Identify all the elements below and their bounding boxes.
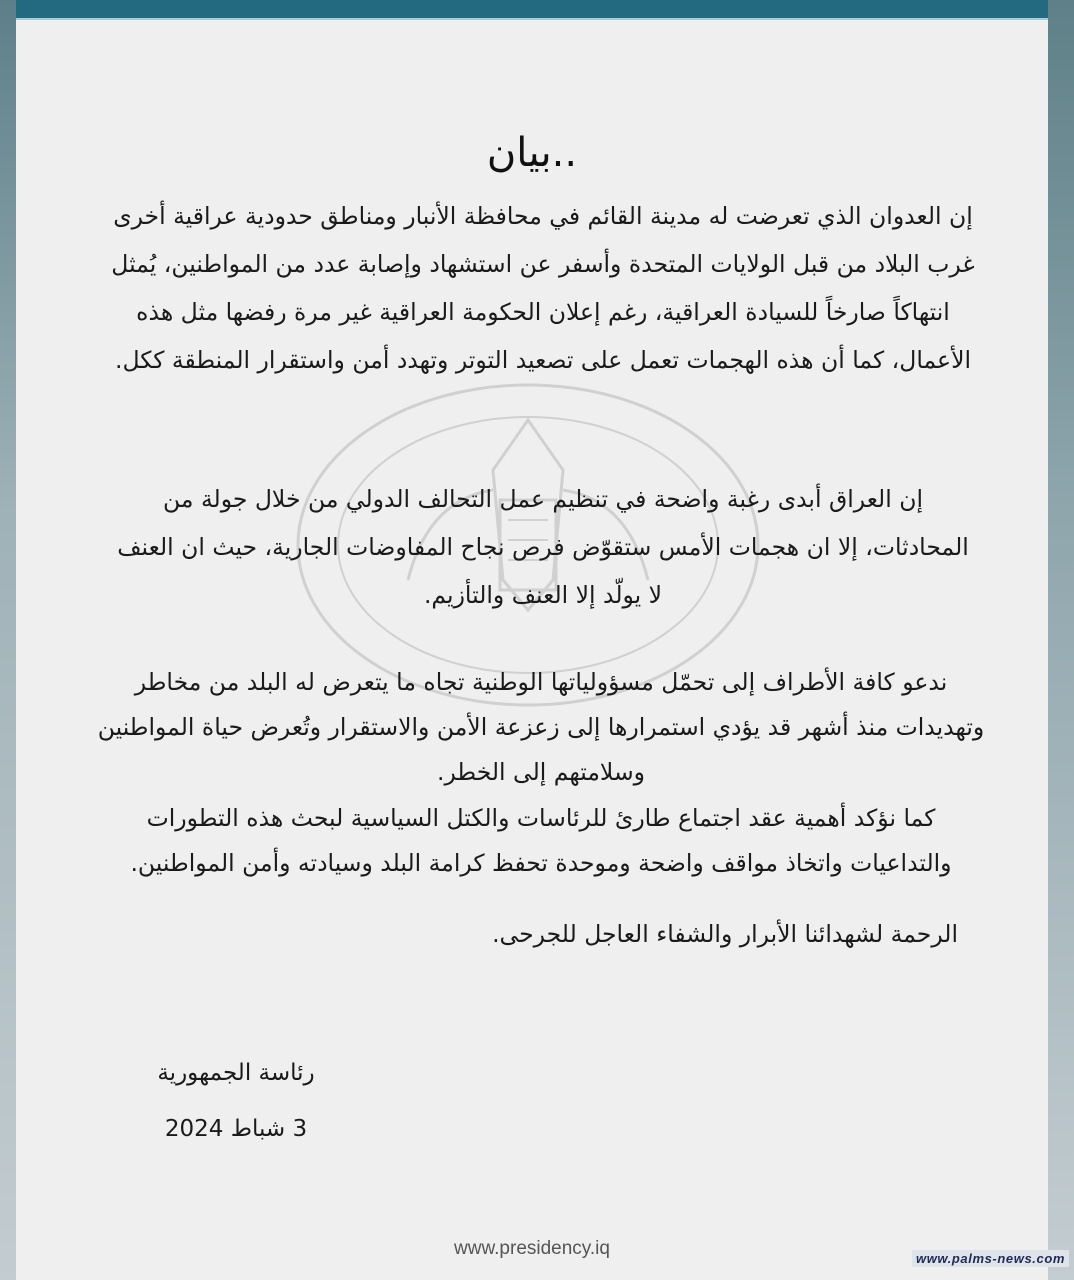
paragraph-call-to-parties: ندعو كافة الأطراف إلى تحمّل مسؤولياتها الوطنية تجاه ما يتعرض له البلد من مخاطر وتهديدات منذ أشهر قد يؤدي استمرارها إلى زعزعة الأمن والاستقرار وتُعرض حياة المواطنين وسلامتهم إلى الخطر. bbox=[97, 668, 985, 786]
statement-title: بيان.. bbox=[486, 130, 578, 176]
statement-page bbox=[16, 20, 1048, 1280]
paragraph-aggression: إن العدوان الذي تعرضت له مدينة القائم في محافظة الأنبار ومناطق حدودية عراقية أخرى غرب البلاد من قبل الولايات المتحدة وأسفر عن استشهاد وإصابة عدد من المواطنين، يُمثل انتهاكاً صارخاً للسيادة العراقية، رغم إعلان الحكومة العراقية غير مرة رفضها مثل هذه الأعمال، كما أن هذه الهجمات تعمل على تصعيد التوتر وتهدد أمن واستقرار المنطقة ككل. bbox=[111, 202, 975, 374]
signature-date: 3 شباط 2024 bbox=[164, 1116, 308, 1142]
screen-frame-left bbox=[0, 0, 16, 1280]
signature-organization: رئاسة الجمهورية bbox=[157, 1060, 315, 1086]
paragraph-emergency-meeting: كما نؤكد أهمية عقد اجتماع طارئ للرئاسات والكتل السياسية لبحث هذه التطورات والتداعيات واتخاذ مواقف واضحة وموحدة تحفظ كرامة البلد وسيادته وأمن المواطنين. bbox=[130, 804, 952, 877]
footer-website: www.presidency.iq bbox=[454, 1238, 610, 1259]
source-watermark-badge: www.palms-news.com bbox=[912, 1250, 1069, 1267]
screen-frame-right bbox=[1048, 0, 1074, 1280]
paragraph-condolence: الرحمة لشهدائنا الأبرار والشفاء العاجل للجرحى. bbox=[492, 920, 958, 948]
paragraph-coalition: إن العراق أبدى رغبة واضحة في تنظيم عمل التحالف الدولي من خلال جولة من المحادثات، إلا ان هجمات الأمس ستقوّض فرص نجاح المفاوضات الجارية، حيث ان العنف لا يولّد إلا العنف والتأزيم. bbox=[117, 485, 969, 609]
top-bar bbox=[16, 0, 1048, 20]
